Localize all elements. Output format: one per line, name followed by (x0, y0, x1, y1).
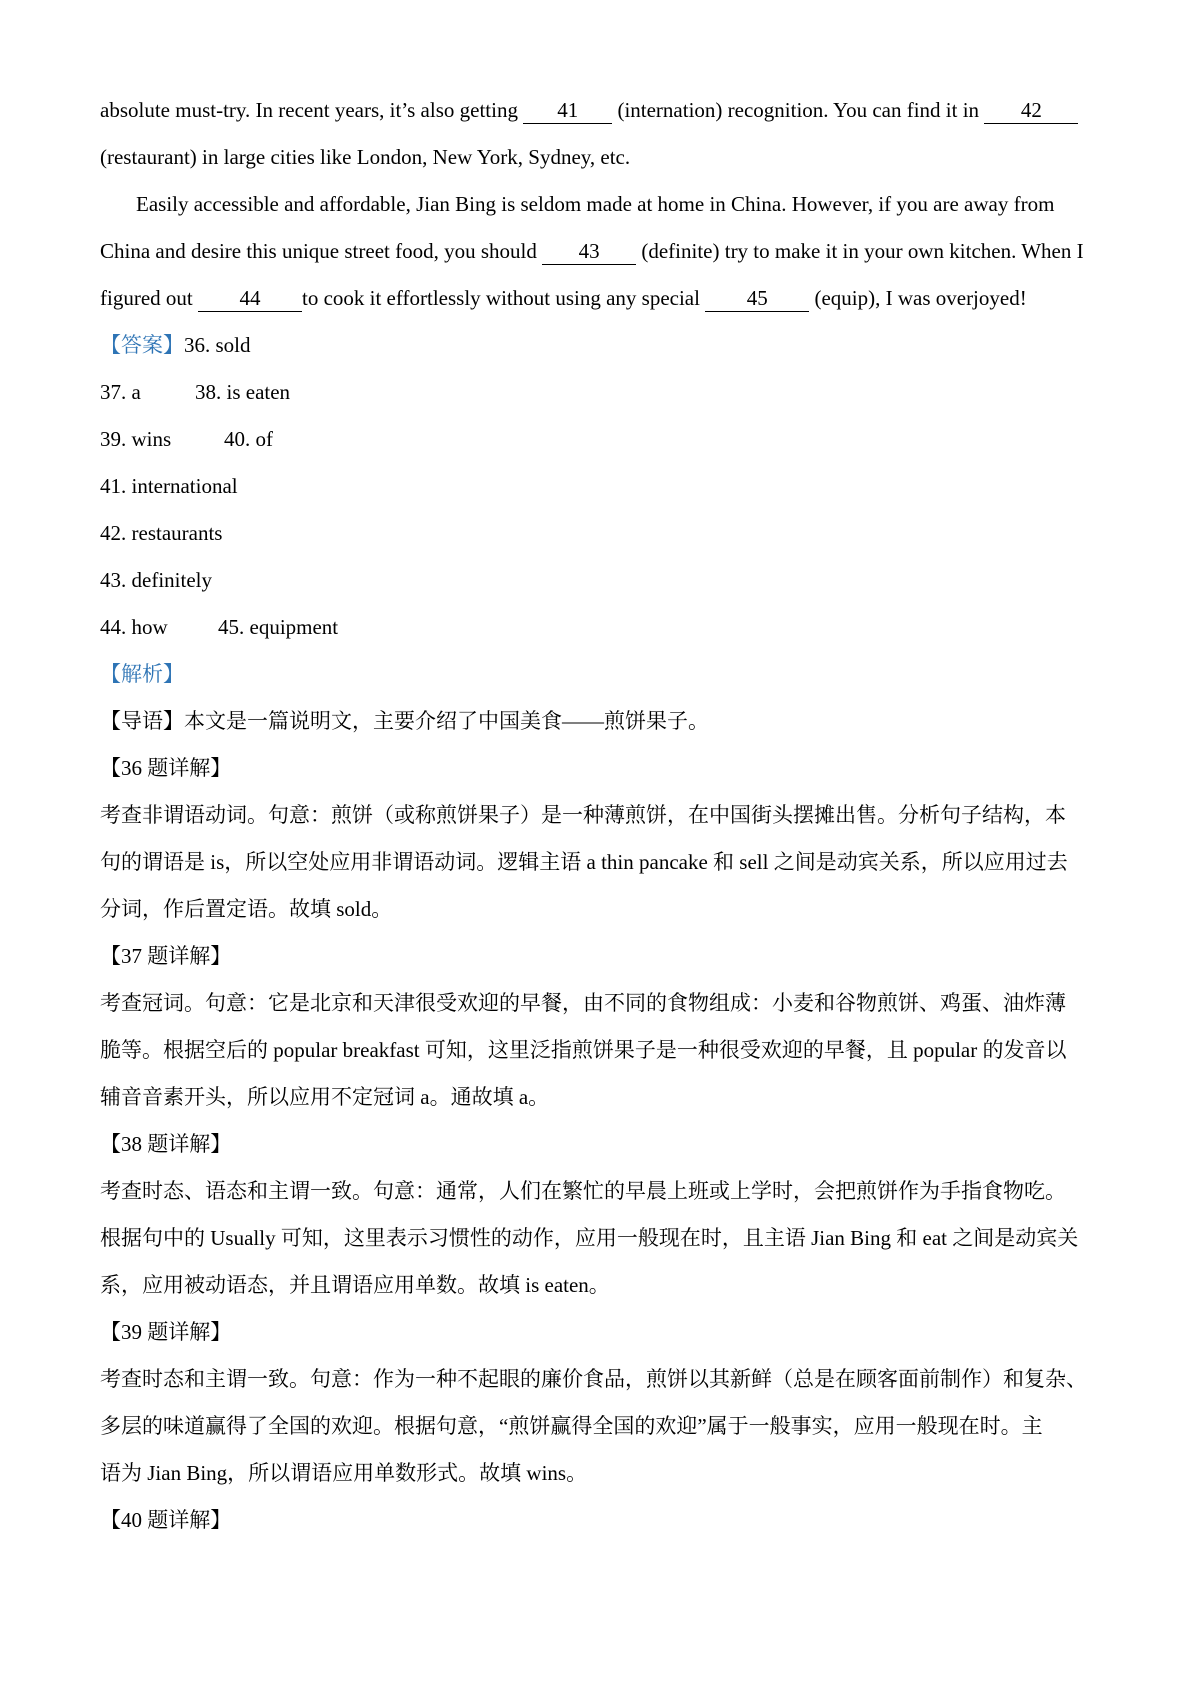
text-run: 考查冠词。句意：它是北京和天津很受欢迎的早餐，由不同的食物组成：小麦和谷物煎饼、鸡蛋、油炸薄 (100, 991, 1066, 1015)
text-run: (equip), I was overjoyed! (809, 286, 1027, 310)
q38-body-3 (100, 1262, 1105, 1309)
answer-item: 39. wins (100, 427, 172, 451)
blank-43: 43 (542, 239, 636, 265)
q37-body-2 (100, 1027, 1105, 1074)
text-run: 【39 题详解】 (100, 1320, 232, 1344)
answer-line-43 (100, 557, 1105, 604)
answer-line-37-38 (100, 369, 1105, 416)
q36-body-1 (100, 792, 1105, 839)
text-run: 句的谓语是 is，所以空处应用非谓语动词。逻辑主语 a thin pancake 和 sell 之间是动宾关系，所以应用过去 (100, 850, 1068, 874)
passage-line-5 (100, 275, 1105, 322)
text-run: 考查时态、语态和主谓一致。句意：通常，人们在繁忙的早晨上班或上学时，会把煎饼作为手指食物吃。 (100, 1179, 1066, 1203)
text-run: 考查时态和主谓一致。句意：作为一种不起眼的廉价食品，煎饼以其新鲜（总是在顾客面前制作）和复杂、 (100, 1367, 1087, 1391)
text-run: Easily accessible and affordable, Jian Bing is seldom made at home in China. However, if you are away from (136, 192, 1055, 216)
blank-41: 41 (523, 98, 612, 124)
q36-heading (100, 745, 1105, 792)
text-run: 脆等。根据空后的 popular breakfast 可知，这里泛指煎饼果子是一种很受欢迎的早餐，且 popular 的发音以 (100, 1038, 1067, 1062)
q36-body-3 (100, 886, 1105, 933)
text-run: 【36 题详解】 (100, 756, 232, 780)
text-run: 【导语】本文是一篇说明文，主要介绍了中国美食——煎饼果子。 (100, 709, 709, 733)
section-label: 【解析】 (100, 662, 184, 686)
blank-45: 45 (705, 286, 809, 312)
q37-body-1 (100, 980, 1105, 1027)
q36-body-2 (100, 839, 1105, 886)
q37-body-3 (100, 1074, 1105, 1121)
q37-heading (100, 933, 1105, 980)
text-run: 36. sold (184, 333, 251, 357)
intro-line (100, 698, 1105, 745)
text-run: 【40 题详解】 (100, 1508, 232, 1532)
answer-line-42 (100, 510, 1105, 557)
text-run: 分词，作后置定语。故填 sold。 (100, 897, 393, 921)
text-run: China and desire this unique street food, you should (100, 239, 543, 263)
q40-heading (100, 1497, 1105, 1544)
text-run: figured out (100, 286, 198, 310)
text-run: 38. is eaten (195, 380, 291, 404)
passage-line-3 (100, 181, 1105, 228)
text-run: 辅音音素开头，所以应用不定冠词 a。通故填 a。 (100, 1085, 550, 1109)
text-run: absolute must-try. In recent years, it’s also getting (100, 98, 524, 122)
answer-line-44-45 (100, 604, 1105, 651)
text-run: to cook it effortlessly without using any special (301, 286, 706, 310)
blank-42: 42 (984, 98, 1078, 124)
text-run: 42. restaurants (100, 521, 223, 545)
passage-line-1 (100, 87, 1105, 134)
section-label: 【答案】 (100, 333, 184, 357)
text-run: 系，应用被动语态，并且谓语应用单数。故填 is eaten。 (100, 1273, 610, 1297)
text-run: 45. equipment (218, 615, 339, 639)
text-run: 【37 题详解】 (100, 944, 232, 968)
answer-line-41 (100, 463, 1105, 510)
blank-44: 44 (198, 286, 302, 312)
q39-body-3 (100, 1450, 1105, 1497)
answer-item: 44. how (100, 615, 168, 639)
q38-body-1 (100, 1168, 1105, 1215)
q39-body-2 (100, 1403, 1105, 1450)
q39-body-1 (100, 1356, 1105, 1403)
q39-heading (100, 1309, 1105, 1356)
text-run: 40. of (224, 427, 273, 451)
passage-line-4 (100, 228, 1105, 275)
text-run: 【38 题详解】 (100, 1132, 232, 1156)
text-run: 语为 Jian Bing，所以谓语应用单数形式。故填 wins。 (100, 1461, 588, 1485)
text-run: 41. international (100, 474, 238, 498)
text-run: (internation) recognition. You can find it in (612, 98, 985, 122)
text-run: 多层的味道赢得了全国的欢迎。根据句意，“煎饼赢得全国的欢迎”属于一般事实，应用一般现在时。主 (100, 1414, 1043, 1438)
answer-item: 37. a (100, 380, 141, 404)
analysis-label-line (100, 651, 1105, 698)
text-run: 43. definitely (100, 568, 212, 592)
answers-label-line (100, 322, 1105, 369)
answer-line-39-40 (100, 416, 1105, 463)
q38-body-2 (100, 1215, 1105, 1262)
text-run: 根据句中的 Usually 可知，这里表示习惯性的动作，应用一般现在时，且主语 Jian Bing 和 eat 之间是动宾关 (100, 1226, 1079, 1250)
passage-line-2 (100, 134, 1105, 181)
text-run: (restaurant) in large cities like London, New York, Sydney, etc. (100, 145, 631, 169)
text-run: (definite) try to make it in your own kitchen. When I (636, 239, 1084, 263)
q38-heading (100, 1121, 1105, 1168)
text-run: 考查非谓语动词。句意：煎饼（或称煎饼果子）是一种薄煎饼，在中国街头摆摊出售。分析句子结构，本 (100, 803, 1066, 827)
